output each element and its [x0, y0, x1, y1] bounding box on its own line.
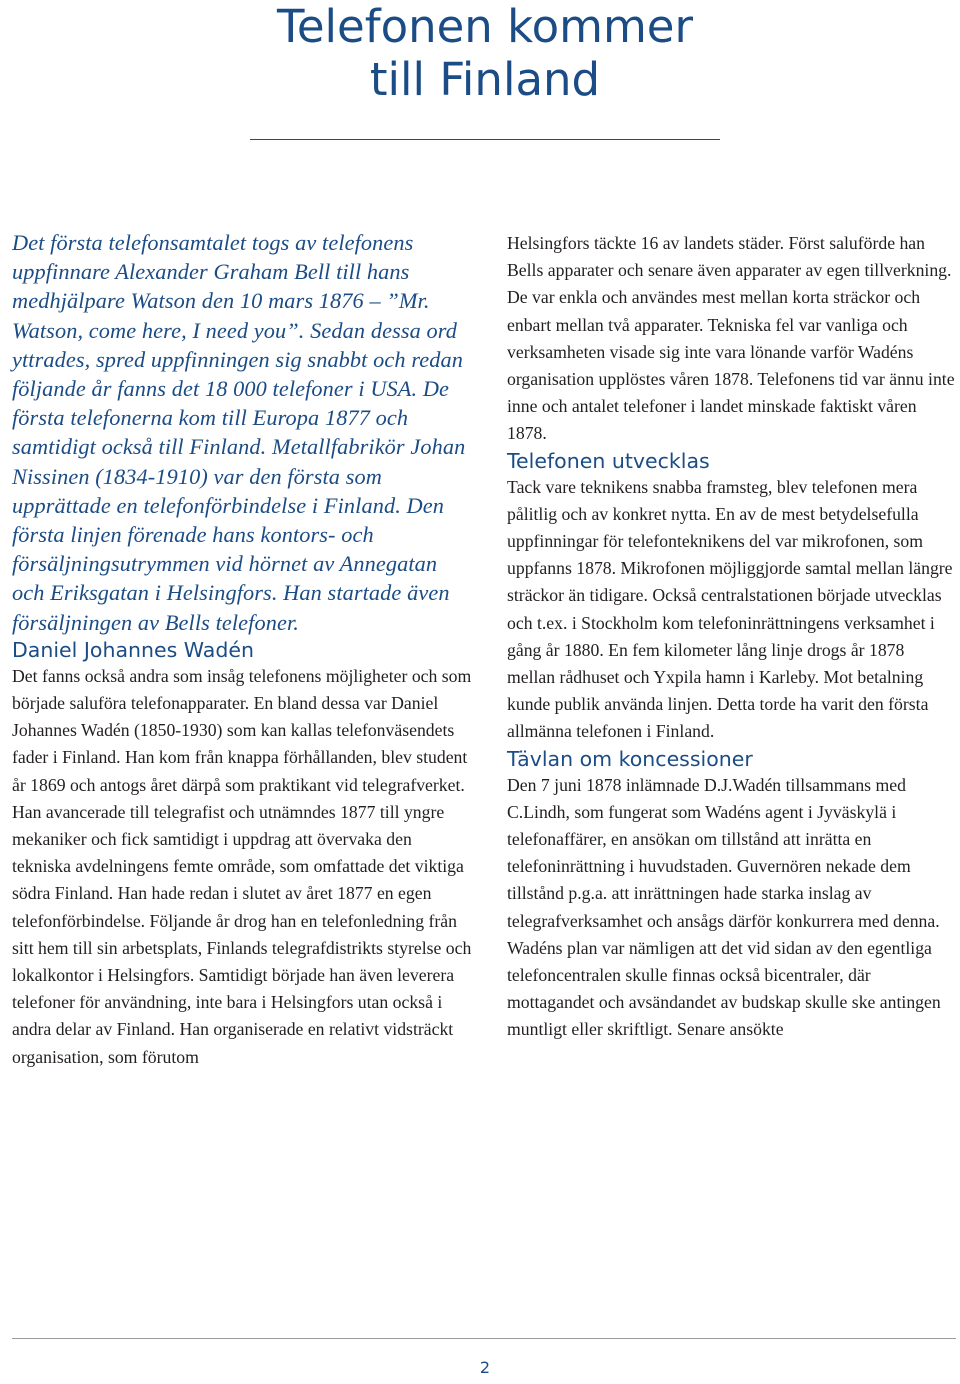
section-text-waden: Det fanns också andra som insåg telefonens möjligheter och som började saluföra telefonapparater. En bland dessa var Daniel Johannes Wadén (1850-1930) som kan kallas telefonväsendets fader i Finland. Han kom från knappa förhållanden, blev student år 1869 och antogs året därpå som praktikant vid telegrafverket. Han avancerade till telegrafist och utnämndes 1877 till yngre mekaniker och fick samtidigt i uppdrag att övervaka den tekniska avdelningens femte område, som omfattade det viktiga södra Finland. Han hade redan i slutet av året 1877 en egen telefonförbindelse. Följande år drog han en telefonledning från sitt hem till sin arbetsplats, Finlands telegrafdistrikts styrelse och lokalkontor i Helsingfors. Samtidigt började han även leverera telefoner för användning, inte bara i Helsingfors utan också i andra delar av Finland. Han organiserade en relativt vidsträckt organisation, som förutom: [12, 665, 472, 1067]
footer-divider: [12, 1338, 956, 1339]
title-underline: [250, 139, 720, 140]
title-line-2: till Finland: [369, 53, 601, 106]
right-column: [507, 230, 955, 1044]
left-column: [12, 228, 472, 1071]
section-heading-tavlan: Tävlan om koncessioner: [507, 746, 753, 771]
section-text-utvecklas: Tack vare teknikens snabba framsteg, blev telefonen mera pålitlig och av konkret nytta. En av de mest betydelsefulla uppfinningar för telefonteknikens del var mikrofonen, som uppfanns 1878. Mikrofonen möjliggjorde samtal mellan längre sträckor än tidigare. Också centralstationen började utvecklas och t.ex. i Stockholm kom telefoninrättningens verksamhet i gång år 1880. En fem kilometer lång linje drogs år 1878 mellan rådhuset och Yxpila hamn i Karleby. Mot betalning kunde publik använda linjen. Detta torde ha varit den första allmänna telefonen i Finland.: [507, 476, 953, 742]
section-text-tavlan: Den 7 juni 1878 inlämnade D.J.Wadén tillsammans med C.Lindh, som fungerat som Wadéns agent i Jyväskylä i telefonaffärer, en ansökan om tillstånd att inrätta en telefoninrättning i huvudstaden. Guvernören nekade dem tillstånd p.g.a. att inrättningen hade starka inslag av telegrafverksamhet och ansågs därför konkurrera med denna. Wadéns plan var nämligen att det vid sidan av den egentliga telefoncentralen skulle finnas också bicentraler, där mottagandet och avsändandet av budskap skulle ske antingen muntligt eller skriftligt. Senare ansökte: [507, 774, 941, 1040]
page-title: [250, 0, 720, 106]
title-line-1: Telefonen kommer: [277, 0, 693, 53]
section-heading-utvecklas: Telefonen utvecklas: [507, 448, 710, 473]
page-number: 2: [479, 1358, 491, 1377]
continued-paragraph: Helsingfors täckte 16 av landets städer. Först saluförde han Bells apparater och senare även apparater av egen tillverkning. De var enkla och användes mest mellan korta sträckor och enbart mellan två apparater. Tekniska fel var vanliga och verksamheten visade sig inte vara lönande varför Wadéns organisation upplöstes våren 1878. Telefonens tid var ännu inte inne och antalet telefoner i landet minskade faktiskt våren 1878.: [507, 233, 955, 444]
section-heading-waden: Daniel Johannes Wadén: [12, 637, 254, 662]
intro-paragraph: Det första telefonsamtalet togs av telefonens uppfinnare Alexander Graham Bell till hans medhjälpare Watson den 10 mars 1876 – ”Mr. Watson, come here, I need you”. Sedan dessa ord yttrades, spred uppfinningen sig snabbt och redan följande år fanns det 18 000 telefoner i USA. De första telefonerna kom till Europa 1877 och samtidigt också till Finland. Metallfabrikör Johan Nissinen (1834-1910) var den första som upprättade en telefonförbindelse i Finland. Den första linjen förenade hans kontors- och försäljningsutrymmen vid hörnet av Annegatan och Eriksgatan i Helsingfors. Han startade även försäljningen av Bells telefoner.: [12, 230, 466, 635]
